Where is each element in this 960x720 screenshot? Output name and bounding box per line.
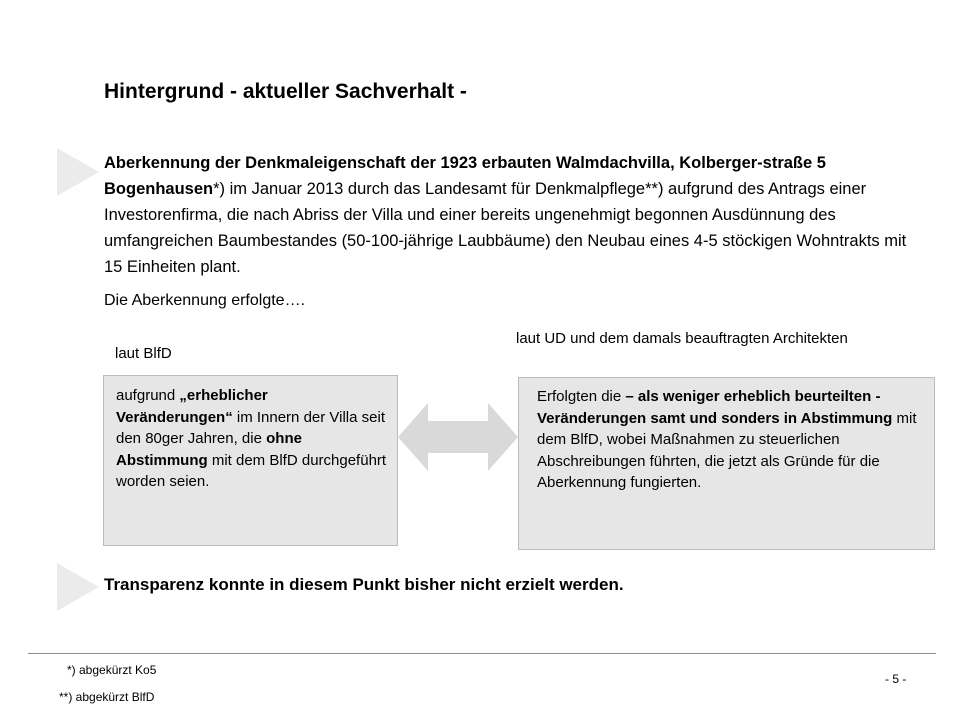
right-text-2: mit dem BlfD, wobei Maßnahmen zu steuerlichen Abschreibungen führten, die jetzt als Gründe für die Aberkennung fungierten. [537, 409, 917, 491]
follow-up-text: Die Aberkennung erfolgte…. [104, 292, 306, 309]
page-number: - 5 - [885, 672, 907, 686]
left-text-1: aufgrund [116, 387, 180, 404]
left-bold-2: ohne Abstimmung [116, 430, 302, 469]
chevron-right-icon [57, 148, 99, 196]
left-bold-1: „erheblicher Veränderungen“ [116, 387, 268, 426]
footnote-1: *) abgekürzt Ko5 [67, 663, 157, 677]
intro-text: *) im Januar 2013 durch das Landesamt für Denkmalpflege**) aufgrund des Antrags einer Investorenfirma, die nach Abriss der Villa und einer bereits ungenehmigt begonnen Ausdünnung des umfangreichen Baumbestandes (50-100-jährige Laubbäume) den Neubau eines 4-5 stöckigen Wohntrakts mit 15 Einheiten plant. [104, 180, 907, 276]
intro-bold-text: Aberkennung der Denkmaleigenschaft der 1923 erbauten Walmdachvilla, Kolberger-straße 5 Bogenhausen [104, 154, 826, 198]
right-text-1: Erfolgten die [537, 388, 626, 405]
conclusion-text: Transparenz konnte in diesem Punkt bisher nicht erzielt werden. [104, 575, 624, 594]
left-text-2: im Innern der Villa seit den 80ger Jahren, die [116, 408, 385, 447]
right-statement-box [518, 377, 935, 550]
left-text-3: mit dem BlfD durchgeführt worden seien. [116, 451, 387, 490]
footer-divider [28, 653, 936, 654]
chevron-right-icon [57, 563, 99, 611]
double-arrow-icon [398, 403, 518, 471]
page-title: Hintergrund - aktueller Sachverhalt - [104, 80, 467, 103]
left-label: laut BlfD [115, 345, 172, 362]
right-bold-1: – als weniger erheblich beurteilten - Veränderungen samt und sonders in Abstimmung [537, 388, 893, 427]
footnote-2: **) abgekürzt BlfD [59, 690, 155, 704]
right-label: laut UD und dem damals beauftragten Architekten [516, 330, 848, 347]
left-statement-box [103, 375, 398, 546]
intro-paragraph [104, 150, 916, 280]
